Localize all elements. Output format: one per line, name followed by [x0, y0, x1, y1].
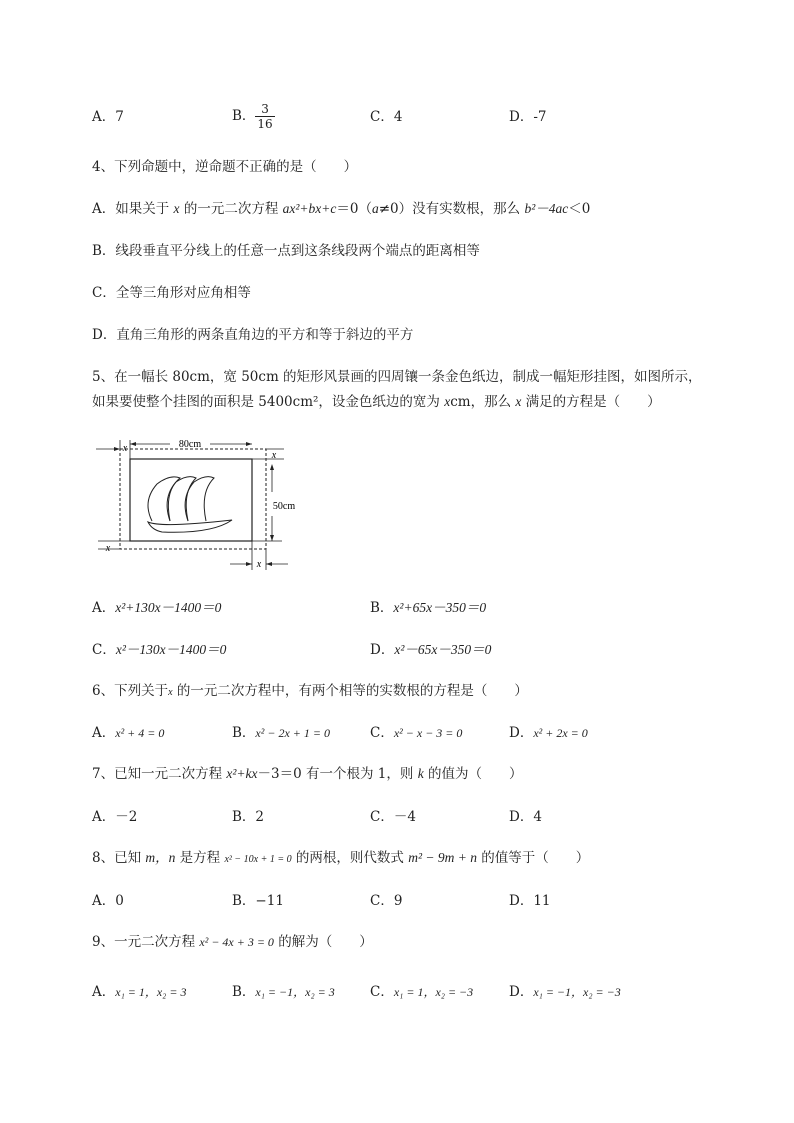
q9-c-prefix: C． [370, 984, 394, 1000]
q5-d-prefix: D． [370, 642, 395, 658]
q5-stem-text-3: 满足的方程是（ ） [521, 394, 661, 410]
q6-c-equation: x² − x − 3 = 0 [393, 726, 463, 740]
q8-option-d: D．11 [509, 893, 551, 909]
q6-option-a [92, 723, 164, 743]
sailboat-drawing [148, 477, 232, 533]
q4-option-b: B．线段垂直平分线上的任意一点到这条线段两个端点的距离相等 [92, 243, 480, 259]
q3-option-d: D．-7 [509, 109, 547, 125]
q5-stem-var-x-2: x [515, 394, 522, 409]
q6-option-d [509, 723, 588, 743]
q6-d-equation: x² + 2x = 0 [533, 726, 588, 740]
bottom-right-x-label: x [256, 559, 262, 570]
q5-option-b [370, 598, 486, 618]
q5-c-equation: x²－130x－1400＝0 [115, 642, 227, 657]
q3-option-b [232, 98, 275, 134]
q9-option-a [92, 982, 186, 1002]
q5-stem-text-2: cm，那么 [450, 394, 516, 410]
height-label: 50cm [272, 501, 296, 512]
q8-option-c: C．9 [370, 893, 403, 909]
q5-option-d [370, 640, 491, 660]
bottom-right-x-arrowhead-left [246, 562, 252, 566]
q8-option-a: A．0 [92, 893, 124, 909]
q9-stem-text-2: 的解为（ ） [273, 934, 373, 950]
q8-stem-text-2: 是方程 [175, 850, 225, 866]
q5-option-a [92, 598, 221, 618]
q4-a-text-1: A．如果关于 [92, 201, 174, 217]
q6-stem-text-2: 的一元二次方程中，有两个相等的实数根的方程是（ ） [172, 683, 528, 699]
q8-stem-text-1: 8、已知 [92, 850, 146, 866]
q5-stem-line-2 [92, 392, 661, 412]
outer-frame-dashed [120, 449, 266, 549]
q8-stem-equation: x² − 10x + 1 = 0 [224, 854, 292, 865]
height-arrowhead-bottom [270, 535, 274, 541]
q9-b-solution: x₁ = −1，x₂ = 3 [255, 985, 335, 999]
width-arrowhead-right [246, 442, 252, 446]
q6-c-prefix: C． [370, 725, 394, 741]
q4-a-condition-var: a [371, 201, 379, 216]
q4-a-discriminant: b²－4ac [524, 201, 569, 216]
q4-a-text-2: 的一元二次方程 [179, 201, 283, 217]
q9-a-prefix: A． [92, 984, 116, 1000]
q5-d-equation: x²－65x－350＝0 [394, 642, 492, 657]
q5-stem-var-x: x [444, 394, 451, 409]
width-label: 80cm [178, 439, 202, 450]
q3-option-c: C．4 [370, 109, 403, 125]
q5-stem-line-1: 5、在一幅长 80cm，宽 50cm 的矩形风景画的四周镶一条金色纸边，制成一幅矩形挂图，如图所示， [92, 369, 702, 385]
q7-stem-var-k: k [417, 766, 424, 781]
q7-option-b: B．2 [232, 809, 265, 825]
q3-option-b-numerator: 3 [255, 102, 274, 117]
q8-stem-text-3: 的两根，则代数式 [291, 850, 409, 866]
q9-option-b [232, 982, 335, 1002]
q4-a-text-4: ≠0）没有实数根，那么 [378, 201, 525, 217]
q9-stem [92, 932, 373, 952]
q6-stem-var: x [168, 687, 173, 698]
top-left-x-arrowhead [114, 447, 120, 451]
q9-option-d [509, 982, 621, 1002]
q7-stem [92, 764, 522, 784]
q3-option-b-prefix: B． [232, 108, 256, 124]
q7-option-a: A．－2 [92, 809, 138, 825]
q8-stem-vars: m，n [145, 850, 176, 865]
q4-option-a [92, 199, 590, 219]
q7-stem-text-2: －3＝0 有一个根为 1，则 [257, 766, 418, 782]
q6-option-c [370, 723, 462, 743]
q8-stem-text-4: 的值等于（ ） [476, 850, 590, 866]
bottom-left-x-label: x [105, 543, 111, 554]
q7-stem-text-3: 的值为（ ） [423, 766, 523, 782]
q7-stem-equation: x²+kx [226, 766, 258, 781]
q9-stem-text-1: 9、一元二次方程 [92, 934, 200, 950]
q9-option-c [370, 982, 473, 1002]
q6-a-prefix: A． [92, 725, 116, 741]
q6-b-prefix: B． [232, 725, 256, 741]
q5-a-prefix: A． [92, 600, 116, 616]
q4-option-d: D．直角三角形的两条直角边的平方和等于斜边的平方 [92, 327, 414, 343]
q4-a-equation: ax²+bx+c [282, 201, 337, 216]
q7-stem-text-1: 7、已知一元二次方程 [92, 766, 227, 782]
bottom-right-x-arrowhead-right [266, 562, 272, 566]
q4-a-var-x: x [173, 201, 180, 216]
width-arrowhead-left [130, 442, 136, 446]
boat-hull [148, 520, 232, 532]
q5-a-equation: x²+130x－1400＝0 [115, 600, 222, 615]
q6-stem [92, 681, 528, 703]
q9-stem-equation: x² − 4x + 3 = 0 [199, 935, 274, 949]
height-arrowhead-top [270, 464, 274, 470]
q9-d-solution: x₁ = −1，x₂ = −3 [533, 985, 621, 999]
q6-a-equation: x² + 4 = 0 [115, 726, 165, 740]
q9-a-solution: x₁ = 1，x₂ = 3 [115, 985, 187, 999]
q4-a-text-3: ＝0（ [336, 201, 372, 217]
q5-c-prefix: C． [92, 642, 116, 658]
q6-d-prefix: D． [509, 725, 534, 741]
q8-stem [92, 848, 589, 870]
q8-option-b: B．−11 [232, 893, 284, 909]
top-left-x-label: x [122, 443, 128, 454]
q9-b-prefix: B． [232, 984, 256, 1000]
q9-d-prefix: D． [509, 984, 534, 1000]
q3-option-a: A．7 [92, 109, 124, 125]
q4-option-c: C．全等三角形对应角相等 [92, 285, 251, 301]
right-top-x-label: x [271, 450, 277, 461]
sail-3 [185, 477, 214, 521]
q3-option-b-fraction [255, 102, 274, 131]
q5-option-c [92, 640, 226, 660]
q9-c-solution: x₁ = 1，x₂ = −3 [393, 985, 474, 999]
q7-option-c: C．－4 [370, 809, 416, 825]
q5-stem-text-1: 如果要使整个挂图的面积是 5400cm²，设金色纸边的宽为 [92, 394, 445, 410]
q6-b-equation: x² − 2x + 1 = 0 [255, 726, 330, 740]
q4-a-text-5: ＜0 [568, 201, 591, 217]
q5-b-prefix: B． [370, 600, 394, 616]
q6-stem-text-1: 6、下列关于 [92, 683, 169, 699]
q8-stem-expression: m² − 9m + n [408, 850, 477, 865]
q3-option-b-denominator: 16 [257, 117, 273, 131]
q5-figure [92, 436, 297, 576]
q7-option-d: D．4 [509, 809, 542, 825]
q5-b-equation: x²+65x－350＝0 [393, 600, 487, 615]
q4-stem: 4、下列命题中，逆命题不正确的是（ ） [92, 159, 358, 175]
q6-option-b [232, 723, 330, 743]
sail-2 [167, 477, 196, 521]
